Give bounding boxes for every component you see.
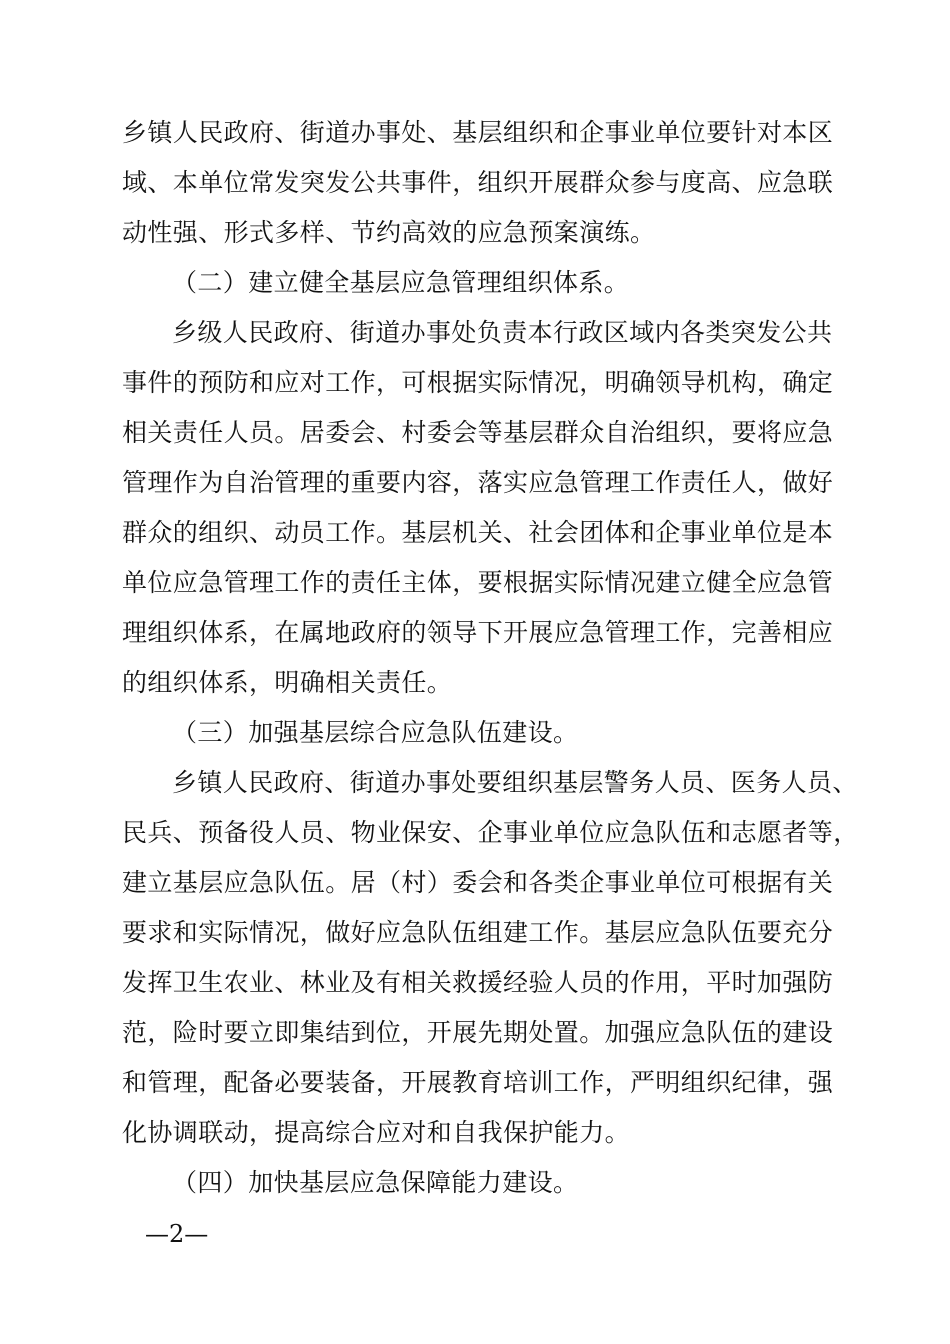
text-line: 事件的预防和应对工作，可根据实际情况，明确领导机构，确定: [122, 368, 834, 397]
text-line: 群众的组织、动员工作。基层机关、社会团体和企事业单位是本: [122, 518, 834, 547]
text-line: 建立基层应急队伍。居（村）委会和各类企事业单位可根据有关: [122, 868, 834, 897]
text-line: 单位应急管理工作的责任主体，要根据实际情况建立健全应急管: [122, 568, 834, 597]
text-line: 和管理，配备必要装备，开展教育培训工作，严明组织纪律，强: [122, 1068, 834, 1097]
section-heading-4: （四）加快基层应急保障能力建设。: [172, 1168, 579, 1197]
text-line: 动性强、形式多样、节约高效的应急预案演练。: [122, 218, 656, 247]
text-line: 相关责任人员。居委会、村委会等基层群众自治组织，要将应急: [122, 418, 834, 447]
text-line: 乡镇人民政府、街道办事处要组织基层警务人员、医务人员、: [172, 768, 858, 797]
text-line: 域、本单位常发突发公共事件，组织开展群众参与度高、应急联: [122, 168, 834, 197]
text-line: 范，险时要立即集结到位，开展先期处置。加强应急队伍的建设: [122, 1018, 834, 1047]
section-heading-3: （三）加强基层综合应急队伍建设。: [172, 718, 579, 747]
text-line: 发挥卫生农业、林业及有相关救援经验人员的作用，平时加强防: [122, 968, 834, 997]
text-line: 化协调联动，提高综合应对和自我保护能力。: [122, 1118, 631, 1147]
text-line: 理组织体系，在属地政府的领导下开展应急管理工作，完善相应: [122, 618, 834, 647]
text-line: 管理作为自治管理的重要内容，落实应急管理工作责任人，做好: [122, 468, 834, 497]
text-line: 乡镇人民政府、街道办事处、基层组织和企事业单位要针对本区: [122, 118, 834, 147]
text-line: 民兵、预备役人员、物业保安、企事业单位应急队伍和志愿者等，: [122, 818, 859, 847]
page-number: —2—: [145, 1220, 209, 1248]
section-heading-2: （二）建立健全基层应急管理组织体系。: [172, 268, 630, 297]
text-line: 的组织体系，明确相关责任。: [122, 668, 453, 697]
text-line: 乡级人民政府、街道办事处负责本行政区域内各类突发公共: [172, 318, 833, 347]
text-line: 要求和实际情况，做好应急队伍组建工作。基层应急队伍要充分: [122, 918, 834, 947]
